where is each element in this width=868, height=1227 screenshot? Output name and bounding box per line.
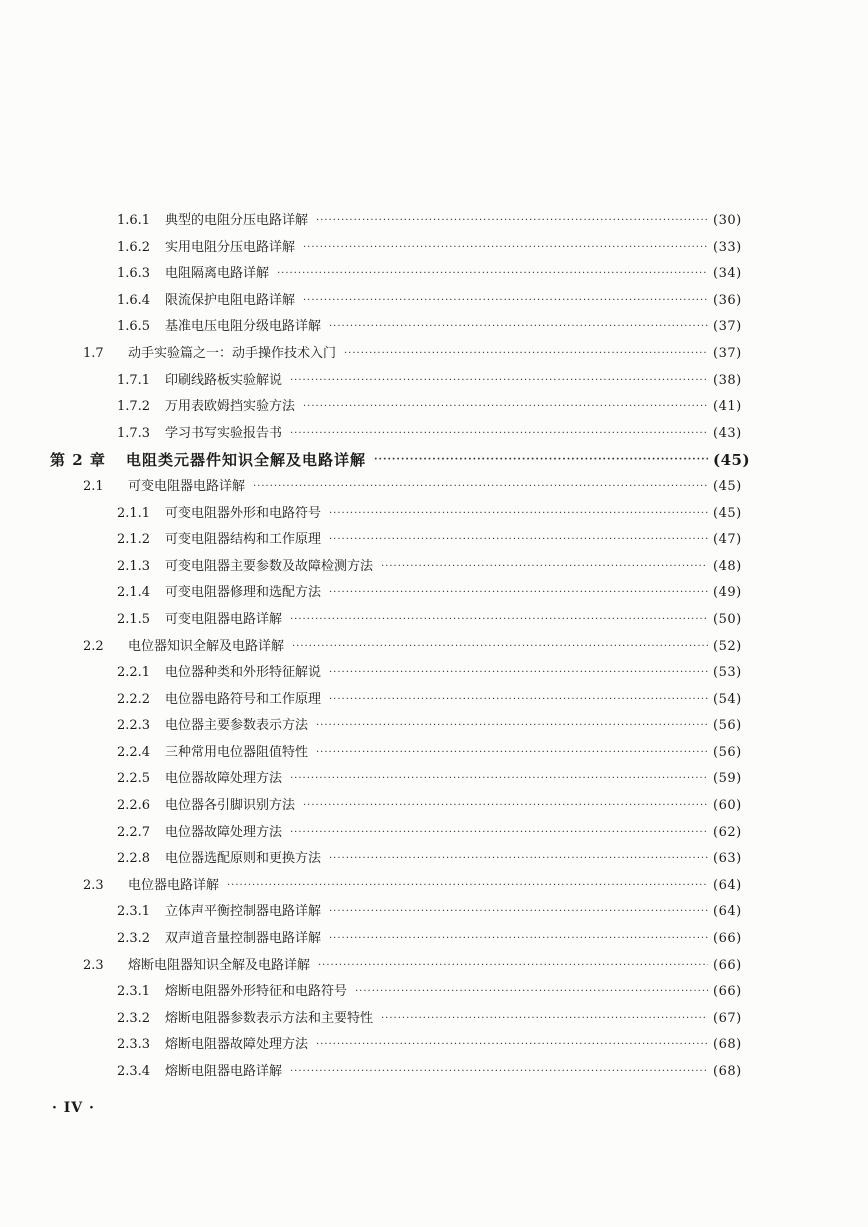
leader-dots: [303, 235, 708, 262]
leader-dots: [290, 1059, 708, 1086]
toc-entry-title: 可变电阻器主要参数及故障检测方法: [165, 558, 374, 574]
toc-entry-page: (38): [713, 372, 742, 388]
leader-dots: [316, 1032, 708, 1059]
toc-entry-page: (45): [713, 478, 742, 494]
toc-entry-page: (56): [713, 718, 742, 734]
toc-entry-page: (48): [713, 558, 742, 574]
toc-entry-title: 印刷线路板实验解说: [165, 372, 283, 388]
toc-entry-title: 动手实验篇之一：动手操作技术入门: [128, 345, 337, 361]
leader-dots: [290, 421, 708, 448]
leader-dots: [253, 474, 708, 501]
toc-entry-page: (64): [713, 877, 742, 893]
toc-entry-page: (33): [713, 239, 742, 255]
toc-entry-title: 立体声平衡控制器电路详解: [165, 904, 322, 920]
leader-dots: [329, 687, 708, 714]
leader-dots: [329, 660, 708, 687]
leader-dots: [374, 447, 708, 474]
toc-entry-number: 2.2.2: [117, 691, 151, 707]
toc-entry-number: 2.3.2: [117, 1010, 151, 1026]
leader-dots: [355, 979, 708, 1006]
toc-entry-number: 1.6.2: [117, 239, 151, 255]
toc-entry-row: [0, 1059, 868, 1086]
toc-entry-row: [0, 899, 868, 926]
toc-entry-page: (50): [713, 611, 742, 627]
leader-dots: [290, 766, 708, 793]
toc-entry-title: 电阻类元器件知识全解及电路详解: [126, 451, 367, 470]
toc-entry-number: 2.1.1: [117, 505, 151, 521]
toc-entry-page: (64): [713, 904, 742, 920]
toc-entry-row: [0, 607, 868, 634]
toc-entry-page: (45): [713, 505, 742, 521]
toc-entry-title: 熔断电阻器故障处理方法: [165, 1037, 309, 1053]
toc-entry-row: [0, 1006, 868, 1033]
toc-entry-row: [0, 474, 868, 501]
toc-entry-row: [0, 554, 868, 581]
toc-entry-number: 2.1.3: [117, 558, 151, 574]
toc-entry-row: [0, 501, 868, 528]
toc-entry-number: 2.3.1: [117, 904, 151, 920]
toc-entry-page: (45): [713, 451, 751, 470]
toc-entry-number: 1.7: [83, 345, 104, 361]
leader-dots: [329, 314, 708, 341]
toc-entry-row: [0, 394, 868, 421]
toc-entry-title: 实用电阻分压电路详解: [165, 239, 296, 255]
toc-entry-title: 双声道音量控制器电路详解: [165, 931, 322, 947]
toc-entry-number: 2.2.8: [117, 851, 151, 867]
toc-entry-page: (37): [713, 345, 742, 361]
leader-dots: [316, 740, 708, 767]
toc-entry-row: [0, 766, 868, 793]
leader-dots: [329, 580, 708, 607]
toc-entry-page: (36): [713, 292, 742, 308]
toc-entry-title: 电位器各引脚识别方法: [165, 798, 296, 814]
toc-entry-number: 第 2 章: [50, 451, 106, 470]
toc-entry-row: [0, 820, 868, 847]
leader-dots: [303, 793, 708, 820]
toc-entry-number: 1.7.2: [117, 399, 151, 415]
toc-entry-row: [0, 235, 868, 262]
toc-entry-title: 电位器电路符号和工作原理: [165, 691, 322, 707]
toc-entry-number: 2.2.6: [117, 798, 151, 814]
toc-entry-page: (68): [713, 1064, 742, 1079]
toc-entry-page: (34): [713, 266, 742, 282]
toc-entry-number: 1.7.1: [117, 372, 151, 388]
toc-entry-title: 电位器故障处理方法: [165, 771, 283, 787]
leader-dots: [316, 713, 708, 740]
toc-entry-title: 可变电阻器结构和工作原理: [165, 532, 322, 548]
table-of-contents: [0, 208, 868, 1086]
toc-chapter-row: [0, 447, 868, 474]
toc-entry-title: 可变电阻器电路详解: [128, 478, 246, 494]
toc-entry-row: [0, 261, 868, 288]
toc-entry-number: 2.2: [83, 638, 104, 654]
toc-entry-page: (66): [713, 984, 742, 1000]
toc-entry-number: 2.3.4: [117, 1064, 151, 1079]
toc-entry-title: 电位器主要参数表示方法: [165, 718, 309, 734]
leader-dots: [344, 341, 708, 368]
toc-entry-title: 基准电压电阻分级电路详解: [165, 319, 322, 335]
leader-dots: [381, 1006, 708, 1033]
toc-entry-row: [0, 953, 868, 980]
leader-dots: [290, 607, 708, 634]
leader-dots: [316, 208, 708, 235]
toc-entry-number: 2.3.2: [117, 931, 151, 947]
toc-entry-row: [0, 208, 868, 235]
toc-entry-number: 2.2.7: [117, 824, 151, 840]
leader-dots: [329, 501, 708, 528]
toc-entry-page: (43): [713, 425, 742, 441]
toc-entry-title: 电阻隔离电路详解: [165, 266, 270, 282]
toc-entry-title: 典型的电阻分压电路详解: [165, 213, 309, 228]
toc-entry-title: 可变电阻器修理和选配方法: [165, 585, 322, 601]
toc-entry-row: [0, 368, 868, 395]
toc-entry-number: 2.2.1: [117, 665, 151, 681]
toc-entry-title: 限流保护电阻电路详解: [165, 292, 296, 308]
toc-entry-number: 1.6.3: [117, 266, 151, 282]
toc-entry-number: 2.3: [83, 957, 104, 973]
toc-entry-row: [0, 713, 868, 740]
toc-entry-title: 电位器种类和外形特征解说: [165, 665, 322, 681]
toc-entry-row: [0, 527, 868, 554]
toc-entry-number: 2.3: [83, 877, 104, 893]
toc-entry-title: 熔断电阻器电路详解: [165, 1064, 283, 1079]
toc-entry-title: 熔断电阻器参数表示方法和主要特性: [165, 1010, 374, 1026]
toc-entry-page: (66): [713, 931, 742, 947]
toc-entry-row: [0, 421, 868, 448]
toc-entry-row: [0, 979, 868, 1006]
toc-entry-number: 1.6.4: [117, 292, 151, 308]
toc-entry-row: [0, 873, 868, 900]
toc-entry-page: (59): [713, 771, 742, 787]
toc-entry-page: (49): [713, 585, 742, 601]
leader-dots: [329, 899, 708, 926]
leader-dots: [290, 820, 708, 847]
toc-entry-page: (37): [713, 319, 742, 335]
toc-entry-page: (62): [713, 824, 742, 840]
leader-dots: [318, 953, 708, 980]
toc-entry-title: 万用表欧姆挡实验方法: [165, 399, 296, 415]
page-number: · IV ·: [52, 1100, 95, 1116]
toc-entry-title: 可变电阻器电路详解: [165, 611, 283, 627]
toc-entry-page: (60): [713, 798, 742, 814]
toc-entry-page: (54): [713, 691, 742, 707]
toc-entry-row: [0, 634, 868, 661]
toc-entry-number: 1.7.3: [117, 425, 151, 441]
toc-entry-title: 熔断电阻器知识全解及电路详解: [128, 957, 311, 973]
toc-entry-title: 电位器故障处理方法: [165, 824, 283, 840]
toc-entry-row: [0, 687, 868, 714]
toc-entry-number: 2.3.1: [117, 984, 151, 1000]
toc-entry-page: (68): [713, 1037, 742, 1053]
toc-entry-row: [0, 846, 868, 873]
toc-entry-page: (66): [713, 957, 742, 973]
toc-entry-page: (41): [713, 399, 742, 415]
toc-entry-row: [0, 660, 868, 687]
toc-entry-title: 电位器电路详解: [128, 877, 220, 893]
toc-entry-page: (67): [713, 1010, 742, 1026]
toc-entry-number: 2.1.5: [117, 611, 151, 627]
toc-entry-title: 三种常用电位器阻值特性: [165, 744, 309, 760]
toc-entry-page: (52): [713, 638, 742, 654]
toc-entry-title: 电位器知识全解及电路详解: [128, 638, 285, 654]
toc-entry-row: [0, 1032, 868, 1059]
toc-entry-row: [0, 793, 868, 820]
toc-entry-number: 2.2.3: [117, 718, 151, 734]
toc-entry-title: 可变电阻器外形和电路符号: [165, 505, 322, 521]
toc-entry-number: 2.2.5: [117, 771, 151, 787]
toc-entry-title: 电位器选配原则和更换方法: [165, 851, 322, 867]
leader-dots: [329, 926, 708, 953]
toc-entry-row: [0, 288, 868, 315]
toc-entry-page: (30): [713, 213, 742, 228]
toc-entry-title: 熔断电阻器外形特征和电路符号: [165, 984, 348, 1000]
toc-entry-number: 2.1.4: [117, 585, 151, 601]
leader-dots: [329, 527, 708, 554]
leader-dots: [329, 846, 708, 873]
toc-entry-title: 学习书写实验报告书: [165, 425, 283, 441]
toc-entry-row: [0, 926, 868, 953]
toc-entry-page: (56): [713, 744, 742, 760]
toc-entry-number: 2.1: [83, 478, 104, 494]
leader-dots: [381, 554, 708, 581]
toc-entry-number: 1.6.1: [117, 213, 151, 228]
leader-dots: [292, 634, 708, 661]
toc-entry-row: [0, 341, 868, 368]
toc-entry-row: [0, 314, 868, 341]
toc-entry-row: [0, 740, 868, 767]
toc-entry-number: 2.3.3: [117, 1037, 151, 1053]
toc-entry-page: (47): [713, 532, 742, 548]
toc-entry-number: 2.2.4: [117, 744, 151, 760]
leader-dots: [303, 394, 708, 421]
toc-entry-number: 2.1.2: [117, 532, 151, 548]
leader-dots: [303, 288, 708, 315]
toc-entry-page: (63): [713, 851, 742, 867]
toc-entry-number: 1.6.5: [117, 319, 151, 335]
leader-dots: [277, 261, 708, 288]
toc-entry-row: [0, 580, 868, 607]
toc-entry-page: (53): [713, 665, 742, 681]
leader-dots: [290, 368, 708, 395]
leader-dots: [227, 873, 708, 900]
